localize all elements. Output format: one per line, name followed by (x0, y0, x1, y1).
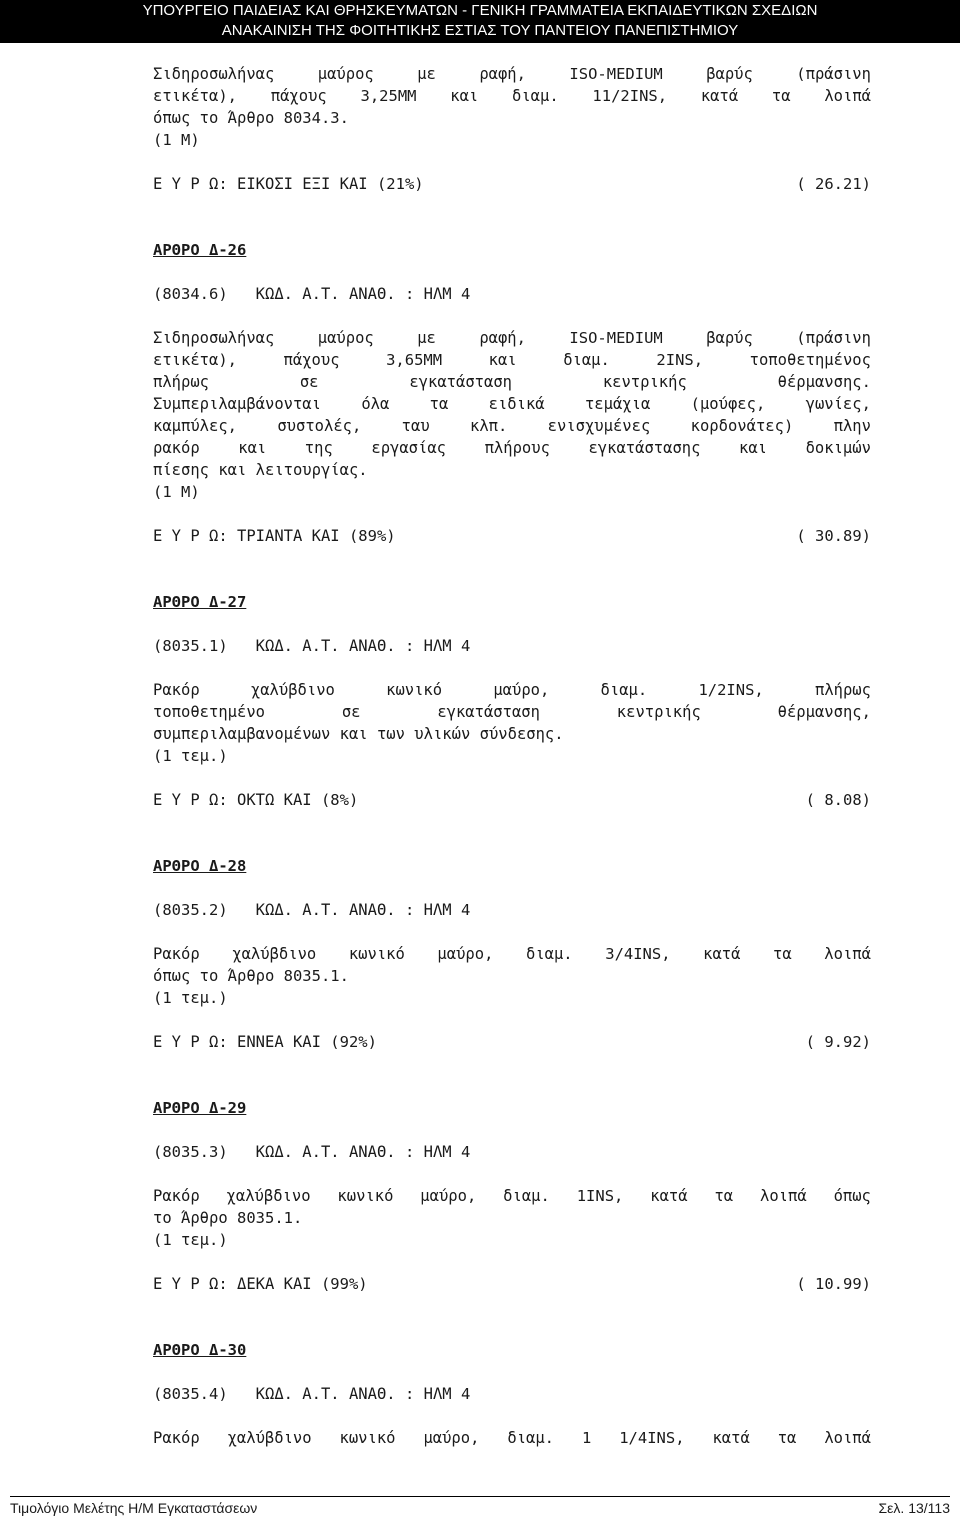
price-amount: ( 30.89) (796, 527, 871, 545)
description-line: όπως το Άρθρο 8034.3. (153, 109, 349, 127)
word: μαύρο, (493, 681, 550, 699)
word: 11/2INS, (592, 87, 668, 105)
unit-of-measure: (1 τεμ.) (153, 747, 228, 765)
word: Ρακόρ (153, 945, 200, 963)
word: τα (429, 395, 449, 413)
spacer (153, 547, 871, 569)
word: σε (341, 703, 361, 721)
word: γωνίες, (805, 395, 871, 413)
description-line: συμπεριλαμβανομένων και των υλικών σύνδεσης. (153, 725, 564, 743)
word: με (417, 65, 436, 83)
justified-line (153, 327, 871, 349)
spacer (153, 503, 871, 525)
spacer (153, 195, 871, 217)
word: με (417, 329, 436, 347)
spacer (153, 1361, 871, 1383)
word: διαμ. (600, 681, 648, 699)
word: ετικέτα), (153, 351, 237, 369)
word: 1/2INS, (698, 681, 764, 699)
word: πάχους (270, 87, 327, 105)
description-line: όπως το Άρθρο 8035.1. (153, 967, 349, 985)
justified-line (153, 85, 871, 107)
spacer (153, 1119, 871, 1141)
unit-of-measure: (1 M) (153, 131, 200, 149)
word: εγκατάσταση (409, 373, 512, 391)
price-line (153, 1273, 871, 1295)
word: κωνικό (337, 1187, 394, 1205)
page-header (0, 0, 960, 43)
price-line (153, 789, 871, 811)
spacer (153, 1163, 871, 1185)
word: Ρακόρ (153, 1429, 200, 1447)
word: χαλύβδινο (232, 945, 317, 963)
article-code: (8035.2) ΚΩΔ. Α.Τ. ΑΝΑΘ. : ΗΛΜ 4 (153, 901, 471, 919)
unit-of-measure: (1 τεμ.) (153, 1231, 228, 1249)
justified-line (153, 679, 871, 701)
price-line (153, 1031, 871, 1053)
word: 1/4INS, (619, 1429, 685, 1447)
word: χαλύβδινο (227, 1429, 312, 1447)
spacer (153, 1251, 871, 1273)
justified-line (153, 701, 871, 723)
price-words: Ε Υ Ρ Ω: ΕΝΝΕΑ ΚΑΙ (92%) (153, 1033, 377, 1051)
word: δοκιμών (805, 439, 871, 457)
justified-line (153, 371, 871, 393)
article-title: ΑΡΘΡΟ Δ-27 (153, 593, 247, 611)
word: λοιπά (824, 1429, 871, 1447)
word: συστολές, (277, 417, 362, 435)
word: τοποθετημένο (153, 703, 265, 721)
word: λοιπά (824, 945, 871, 963)
spacer (153, 833, 871, 855)
word: όλα (361, 395, 390, 413)
footer-document-title: Τιμολόγιο Μελέτης Η/Μ Εγκαταστάσεων (10, 1500, 258, 1516)
word: κωνικό (386, 681, 443, 699)
word: μαύρος (317, 65, 374, 83)
word: και (238, 439, 267, 457)
word: μαύρο, (437, 945, 494, 963)
word: διαμ. (512, 87, 559, 105)
word: μαύρο, (423, 1429, 480, 1447)
spacer (153, 1009, 871, 1031)
word: τεμάχια (584, 395, 651, 413)
word: ετικέτα), (153, 87, 237, 105)
spacer (153, 1405, 871, 1427)
word: όπως (833, 1187, 871, 1205)
justified-line (153, 63, 871, 85)
word: ISO-MEDIUM (569, 65, 663, 83)
word: Σιδηροσωλήνας (153, 329, 275, 347)
word: και (739, 439, 768, 457)
word: ραφή, (479, 65, 526, 83)
justified-line (153, 437, 871, 459)
justified-line (153, 1185, 871, 1207)
word: κατά (712, 1429, 750, 1447)
word: ρακόρ (153, 439, 200, 457)
word: βαρύς (706, 329, 753, 347)
word: χαλύβδινο (226, 1187, 311, 1205)
word: σε (299, 373, 319, 391)
article-title: ΑΡΘΡΟ Δ-29 (153, 1099, 247, 1117)
word: διαμ. (525, 945, 573, 963)
word: 3/4INS, (605, 945, 671, 963)
word: διαμ. (563, 351, 610, 369)
word: κατά (700, 87, 739, 105)
spacer (153, 261, 871, 283)
spacer (153, 1295, 871, 1317)
article-code: (8035.3) ΚΩΔ. Α.Τ. ΑΝΑΘ. : ΗΛΜ 4 (153, 1143, 471, 1161)
word: ραφή, (479, 329, 526, 347)
spacer (153, 305, 871, 327)
price-line (153, 173, 871, 195)
justified-line (153, 349, 871, 371)
word: κεντρικής (616, 703, 701, 721)
word: εγκατάσταση (437, 703, 540, 721)
word: κεντρικής (602, 373, 687, 391)
word: (πράσινη (796, 329, 871, 347)
word: Ρακόρ (153, 1187, 200, 1205)
word: ταυ (401, 417, 430, 435)
spacer (153, 877, 871, 899)
word: 3,65MM (386, 351, 443, 369)
word: εγκατάστασης (588, 439, 701, 457)
price-words: Ε Υ Ρ Ω: ΔΕΚΑ ΚΑΙ (99%) (153, 1275, 368, 1293)
word: ειδικά (488, 395, 545, 413)
header-ministry: ΥΠΟΥΡΓΕΙΟ ΠΑΙΔΕΙΑΣ ΚΑΙ ΘΡΗΣΚΕΥΜΑΤΩΝ - ΓΕΝΙΚΗ ΓΡΑΜΜΑΤΕΙΑ ΕΚΠΑΙΔΕΥΤΙΚΩΝ ΣΧΕΔΙΩΝ (142, 2, 818, 19)
word: καμπύλες, (153, 417, 237, 435)
price-amount: ( 9.92) (805, 1033, 871, 1051)
spacer (153, 921, 871, 943)
word: κατά (703, 945, 741, 963)
word: διαμ. (507, 1429, 555, 1447)
word: της (304, 439, 333, 457)
word: 3,25MM (360, 87, 417, 105)
word: βαρύς (706, 65, 753, 83)
word: τα (714, 1187, 734, 1205)
header-project: ΑΝΑΚΑΙΝΙΣΗ ΤΗΣ ΦΟΙΤΗΤΙΚΗΣ ΕΣΤΙΑΣ ΤΟΥ ΠΑΝΤΕΙΟΥ ΠΑΝΕΠΙΣΤΗΜΙΟΥ (221, 22, 739, 39)
price-line (153, 525, 871, 547)
spacer (153, 1317, 871, 1339)
justified-line (153, 415, 871, 437)
spacer (153, 569, 871, 591)
word: Συμπεριλαμβάνονται (153, 395, 321, 413)
word: θέρμανσης, (777, 703, 871, 721)
word: (μούφες, (690, 395, 766, 413)
word: 1INS, (576, 1187, 624, 1205)
spacer (153, 811, 871, 833)
word: και (488, 351, 517, 369)
word: διαμ. (503, 1187, 550, 1205)
word: λοιπά (760, 1187, 807, 1205)
price-words: Ε Υ Ρ Ω: ΟΚΤΩ ΚΑΙ (8%) (153, 791, 359, 809)
article-code: (8035.4) ΚΩΔ. Α.Τ. ΑΝΑΘ. : ΗΛΜ 4 (153, 1385, 471, 1403)
word: ενισχυμένες (547, 417, 651, 435)
article-title: ΑΡΘΡΟ Δ-30 (153, 1341, 247, 1359)
word: πλην (833, 417, 871, 435)
spacer (153, 613, 871, 635)
price-words: Ε Υ Ρ Ω: ΕΙΚΟΣΙ ΕΞΙ ΚΑΙ (21%) (153, 175, 424, 193)
description-line: πίεσης και λειτουργίας. (153, 461, 368, 479)
word: τα (777, 1429, 797, 1447)
justified-line (153, 1427, 871, 1449)
price-words: Ε Υ Ρ Ω: ΤΡΙΑΝΤΑ ΚΑΙ (89%) (153, 527, 396, 545)
footer-page-number: Σελ. 13/113 (878, 1500, 950, 1516)
spacer (153, 1075, 871, 1097)
price-amount: ( 26.21) (796, 175, 871, 193)
word: κωνικό (348, 945, 405, 963)
word: 2INS, (656, 351, 704, 369)
spacer (153, 151, 871, 173)
word: μαύρο, (420, 1187, 477, 1205)
spacer (153, 217, 871, 239)
word: ISO-MEDIUM (569, 329, 663, 347)
article-title: ΑΡΘΡΟ Δ-28 (153, 857, 247, 875)
word: Ρακόρ (153, 681, 200, 699)
spacer (153, 767, 871, 789)
justified-line (153, 393, 871, 415)
unit-of-measure: (1 M) (153, 483, 200, 501)
word: κλπ. (469, 417, 508, 435)
justified-line (153, 943, 871, 965)
price-amount: ( 10.99) (796, 1275, 871, 1293)
spacer (153, 1053, 871, 1075)
word: τοποθετημένος (749, 351, 871, 369)
word: τα (771, 87, 791, 105)
word: εργασίας (371, 439, 447, 457)
spacer (153, 657, 871, 679)
word: πάχους (283, 351, 340, 369)
article-title: ΑΡΘΡΟ Δ-26 (153, 241, 247, 259)
word: πλήρως (814, 681, 871, 699)
word: μαύρος (317, 329, 374, 347)
unit-of-measure: (1 τεμ.) (153, 989, 228, 1007)
word: Σιδηροσωλήνας (153, 65, 275, 83)
word: κορδονάτες) (690, 417, 794, 435)
word: κατά (650, 1187, 688, 1205)
price-amount: ( 8.08) (805, 791, 871, 809)
word: 1 (581, 1429, 592, 1447)
page-footer (10, 1496, 950, 1519)
word: θέρμανσης. (777, 373, 871, 391)
word: τα (773, 945, 792, 963)
word: κωνικό (339, 1429, 396, 1447)
word: πλήρως (153, 373, 209, 391)
description-line: το Άρθρο 8035.1. (153, 1209, 303, 1227)
article-code: (8034.6) ΚΩΔ. Α.Τ. ΑΝΑΘ. : ΗΛΜ 4 (153, 285, 471, 303)
word: πλήρους (484, 439, 550, 457)
word: λοιπά (824, 87, 871, 105)
document-body (153, 63, 871, 1449)
word: (πράσινη (796, 65, 871, 83)
article-code: (8035.1) ΚΩΔ. Α.Τ. ΑΝΑΘ. : ΗΛΜ 4 (153, 637, 471, 655)
word: χαλύβδινο (250, 681, 335, 699)
word: και (450, 87, 479, 105)
